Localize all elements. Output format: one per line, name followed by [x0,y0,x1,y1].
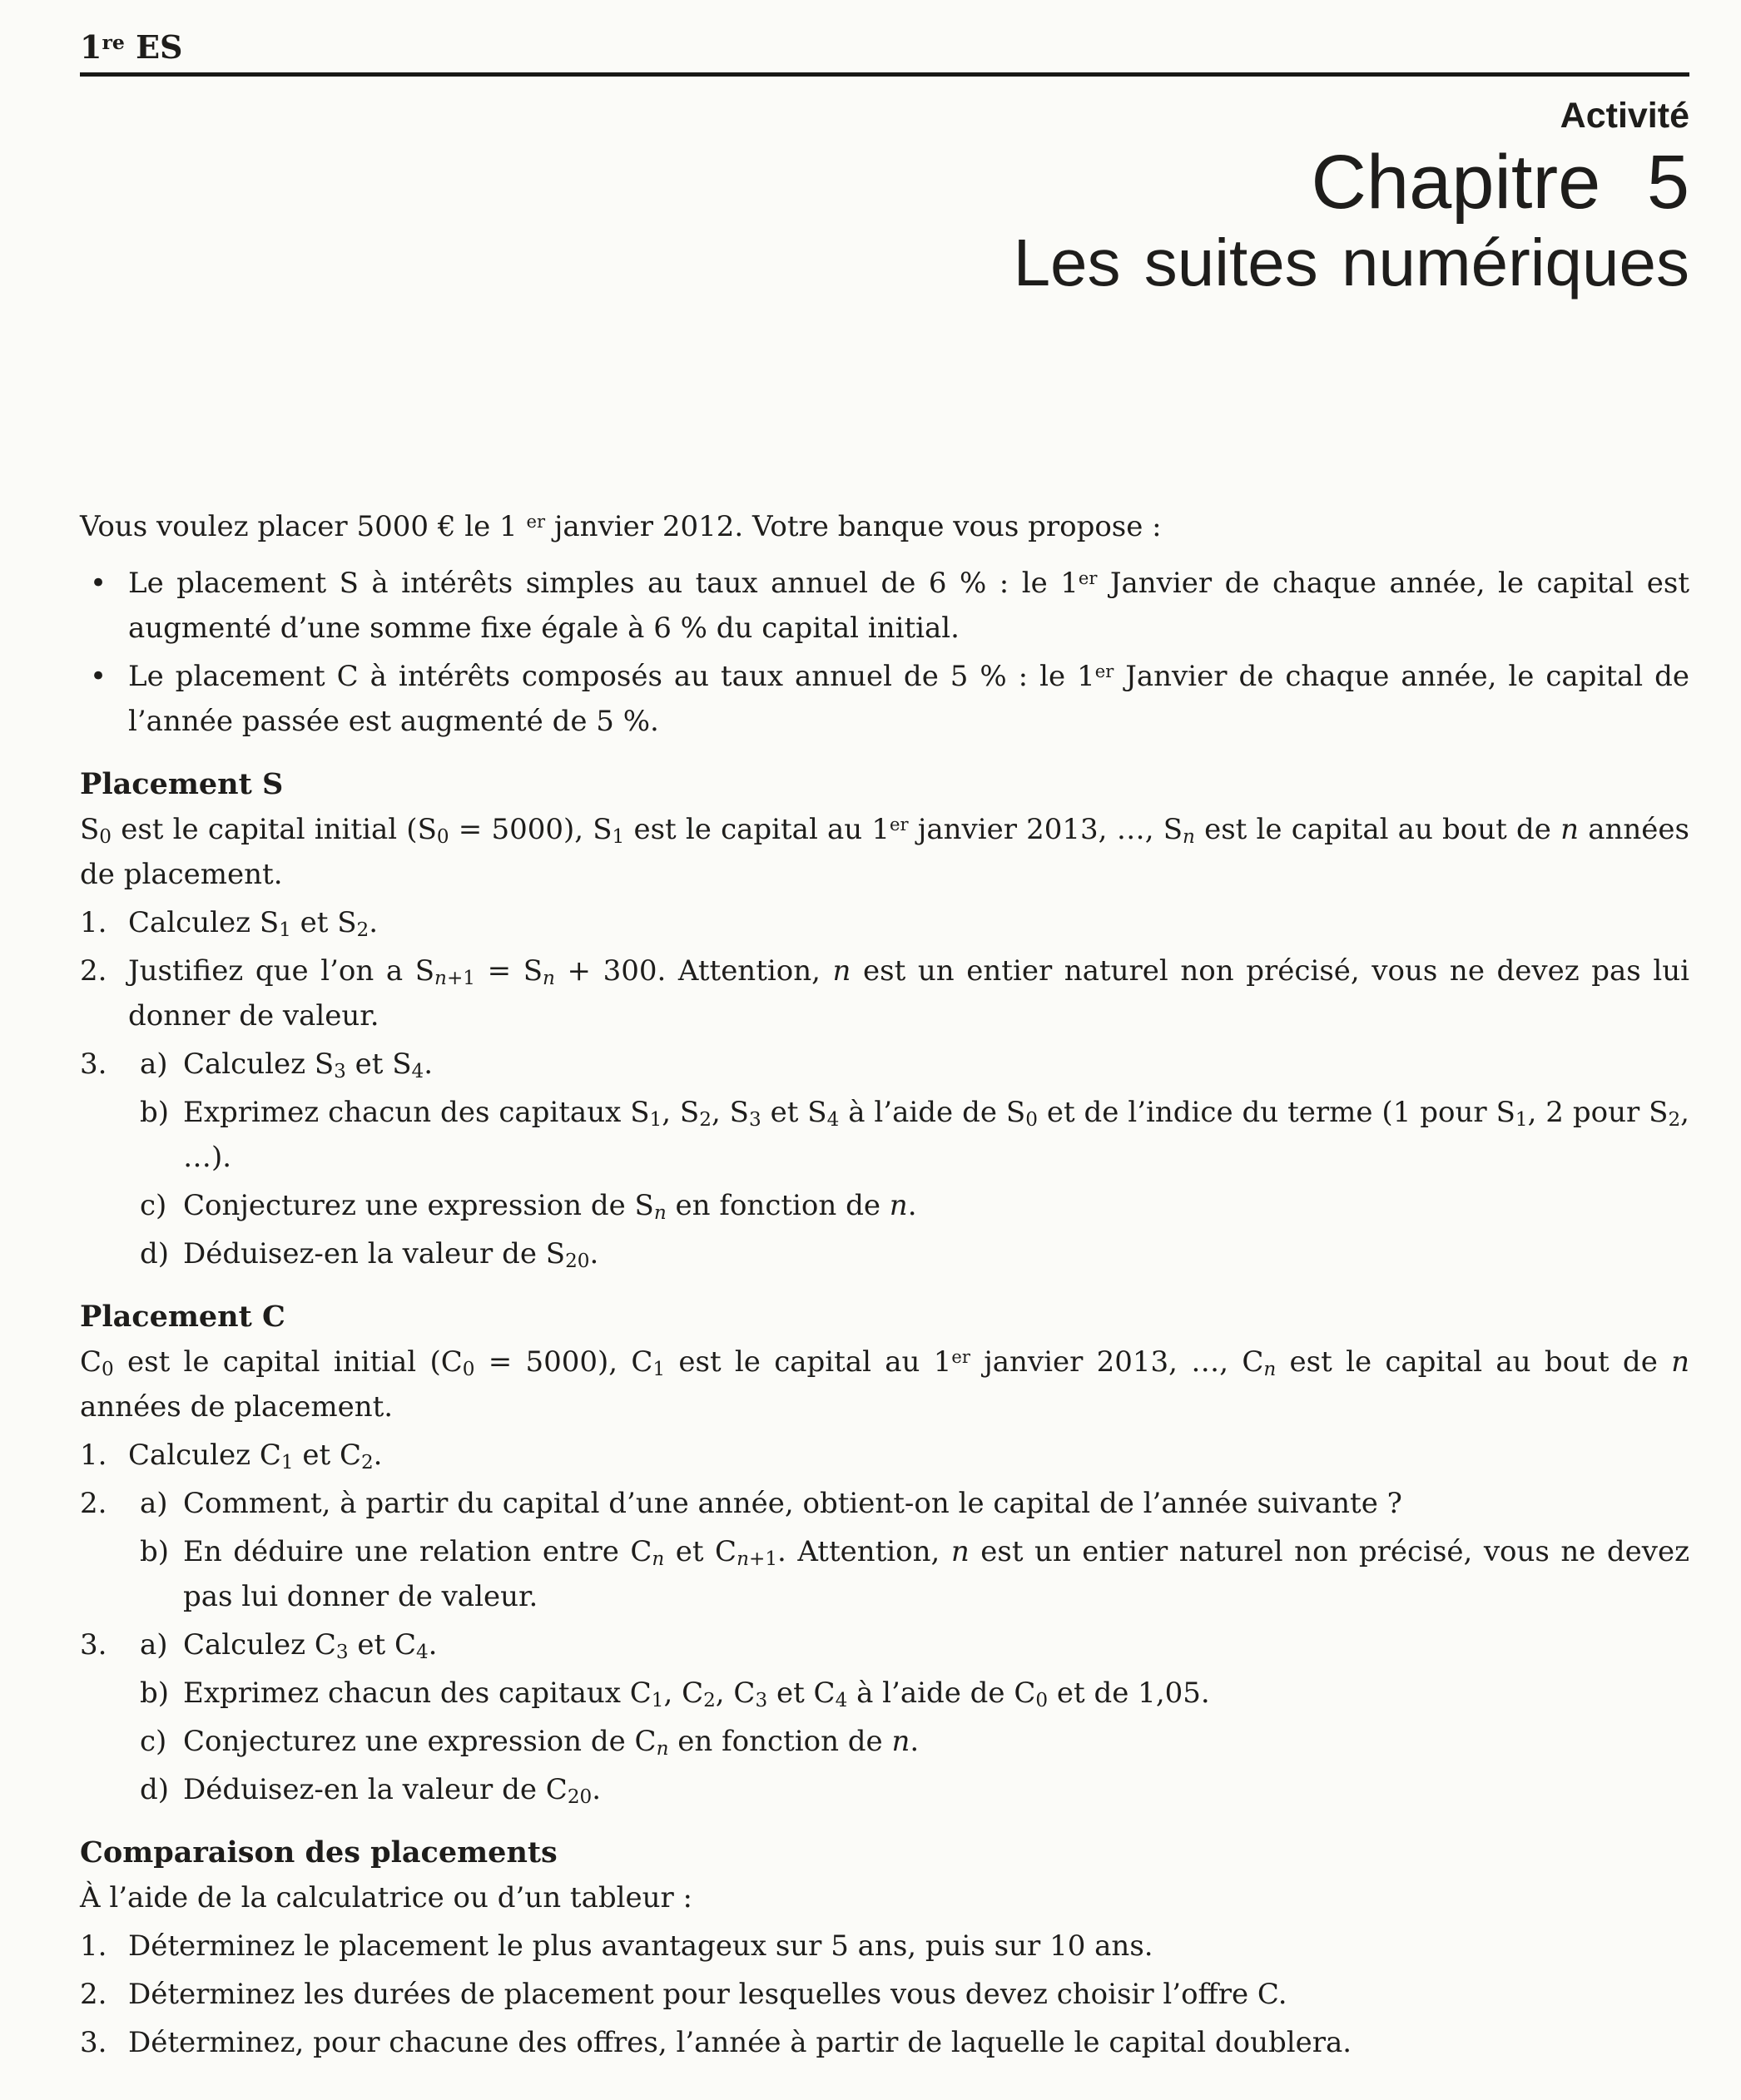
sub-item-text: Exprimez chacun des capitaux $S_1$, $S_2$, $S_3$ et $S_4$ à l’aide de $S_0$ et de l’indice du terme (1 pour $S_1$, 2 pour $S_2$, …). [183,1096,1689,1174]
sub-item [128,1671,1689,1716]
sub-item-text: Calculez $S_3$ et $S_4$. [183,1048,434,1083]
item-text: Déterminez les durées de placement pour lesquelles vous devez choisir l’offre C. [128,1978,1287,2011]
sub-item-text: Déduisez-en la valeur de $S_{20}$. [183,1237,599,1273]
page-header [80,28,1689,300]
placement-s-section [80,762,1689,1276]
sub-item-label: d) [140,1773,170,1806]
item-number: 3. [80,1048,107,1081]
sub-item-label: c) [140,1725,167,1758]
bullet-item-placement-s [80,561,1689,651]
placement-s-intro: $S_0$ est le capital initial $(S_0 = 5000)$, $S_1$ est le capital au 1er janvier 2013, …, $S_n$ est le capital au bout de n années de placement. [80,813,1689,891]
sub-item-text: En déduire une relation entre $C_n$ et $C_{n+1}$. Attention, n est un entier naturel non précisé, vous ne devez pas lui donner de valeur. [183,1535,1689,1613]
sub-item-text: Exprimez chacun des capitaux $C_1$, $C_2$, $C_3$ et $C_4$ à l’aide de $C_0$ et de 1,05. [183,1677,1210,1712]
sub-item-list [128,1622,1689,1812]
item-text: Déterminez, pour chacune des offres, l’année à partir de laquelle le capital doublera. [128,2026,1352,2059]
bullet-item-text: Le placement C à intérêts composés au taux annuel de 5 % : le 1er Janvier de chaque année, le capital de l’année passée est augmenté de 5 %. [128,660,1689,738]
sub-item-text: Conjecturez une expression de $S_n$ en fonction de n. [183,1189,917,1225]
sub-item-text: Conjecturez une expression de $C_n$ en fonction de n. [183,1725,920,1761]
sub-item-label: a) [140,1048,168,1081]
comparison-section [80,1830,1689,2065]
bullet-item-placement-c [80,654,1689,744]
sub-item [128,1183,1689,1228]
sub-item-list [128,1481,1689,1619]
comparison-list [80,1924,1689,2065]
class-level-label: 1re ES [80,28,183,66]
placement-s-list [80,900,1689,1276]
placement-c-intro: $C_0$ est le capital initial $(C_0 = 5000)$, $C_1$ est le capital au 1er janvier 2013, …, $C_n$ est le capital au bout de n années de placement. [80,1345,1690,1424]
item-text: Justifiez que l’on a $S_{n+1} = S_n + 300$. Attention, n est un entier naturel non précisé, vous ne devez pas lui donner de valeur. [128,954,1690,1033]
item-number: 2. [80,1978,107,2011]
item-number: 1. [80,1929,107,1963]
list-item [80,1972,1689,2017]
sub-item-label: d) [140,1237,170,1270]
list-item [80,1433,1689,1478]
comparison-intro: À l’aide de la calculatrice ou d’un tableur : [80,1881,693,1914]
sub-item-text: Calculez $C_3$ et $C_4$. [183,1628,438,1664]
item-text: Calculez $C_1$ et $C_2$. [128,1439,383,1474]
list-item [80,900,1689,945]
bullet-icon: • [90,660,107,693]
sub-item [128,1481,1689,1526]
sub-item-text: Comment, à partir du capital d’une année, obtient-on le capital de l’année suivante ? [183,1487,1402,1520]
sub-item [128,1042,1689,1087]
sub-item [128,1529,1689,1619]
chapter-subtitle: Les suites numériques [1013,225,1689,300]
sub-item [128,1622,1689,1667]
sub-item-label: b) [140,1096,170,1129]
placement-s-heading: Placement S [80,767,284,801]
sub-item-label: b) [140,1677,170,1710]
list-item [80,1481,1689,1619]
list-item [80,948,1689,1038]
sub-item [128,1090,1689,1180]
header-rule [80,72,1689,77]
sub-item-label: c) [140,1189,167,1222]
placement-c-heading: Placement C [80,1300,285,1334]
sub-item [128,1767,1689,1812]
comparison-heading: Comparaison des placements [80,1835,558,1870]
item-number: 2. [80,1487,107,1520]
list-item [80,2020,1689,2065]
sub-item-text: Déduisez-en la valeur de $C_{20}$. [183,1773,602,1809]
list-item [80,1042,1689,1276]
activity-label: Activité [1560,96,1689,136]
item-number: 1. [80,1439,107,1472]
sub-item [128,1719,1689,1764]
item-number: 3. [80,2026,107,2059]
placement-c-list [80,1433,1689,1812]
sub-item-label: a) [140,1487,168,1520]
item-text: Calculez $S_1$ et $S_2$. [128,906,379,942]
sub-item-label: b) [140,1535,170,1568]
chapter-title: Chapitre 5 [1311,140,1689,225]
sub-item-label: a) [140,1628,168,1662]
list-item [80,1924,1689,1969]
sub-item [128,1231,1689,1276]
list-item [80,1622,1689,1812]
placement-c-section [80,1295,1689,1812]
worksheet-body [80,504,1689,2065]
bullet-item-text: Le placement S à intérêts simples au taux annuel de 6 % : le 1er Janvier de chaque année, le capital est augmenté d’une somme fixe égale à 6 % du capital initial. [128,567,1690,645]
item-number: 1. [80,906,107,939]
bullet-icon: • [90,567,107,600]
sub-item-list [128,1042,1689,1276]
item-number: 2. [80,954,107,988]
item-number: 3. [80,1628,107,1662]
offers-bullet-list [80,561,1689,744]
intro-paragraph: Vous voulez placer 5000 € le 1 $^{er}$ janvier 2012. Votre banque vous propose : [80,510,1162,543]
item-text: Déterminez le placement le plus avantageux sur 5 ans, puis sur 10 ans. [128,1929,1153,1963]
